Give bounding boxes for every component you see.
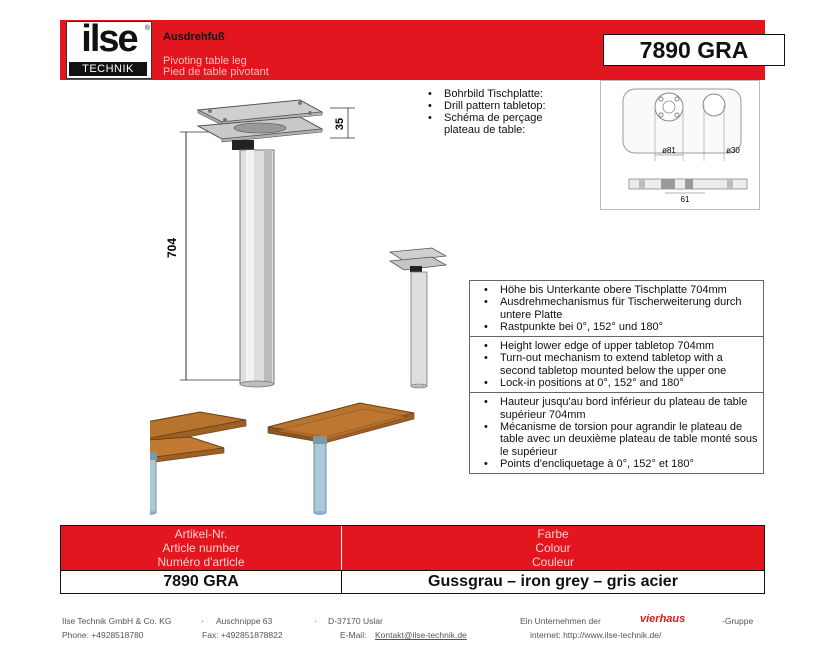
footer-group-prefix: Ein Unternehmen der [520,616,601,626]
info-section-en [470,337,763,393]
table-row [61,570,764,593]
dim-61-label: 61 [680,195,690,204]
drill-item-fr: • Schéma de perçage [428,112,546,124]
leg-right [314,442,326,513]
footer-street: Auschnippe 63 [216,616,273,626]
drill-item-en: • Drill pattern tabletop: [428,100,546,112]
header-colour-de: Farbe [537,527,569,541]
cell-colour: Gussgrau – iron grey – gris acier [428,573,678,590]
info-en-3: • Lock-in positions at 0°, 152° and 180° [500,377,759,389]
height-dimension-label: 704 [165,237,179,259]
footer-email-link[interactable]: Kontakt@ilse-technik.de [375,630,467,640]
info-de-2: • Ausdrehmechanismus für Tischerweiterung durch untere Platte [500,296,759,321]
info-en-1: • Height lower edge of upper tabletop 704mm [500,340,759,352]
footer-company: Ilse Technik GmbH & Co. KG [62,616,172,626]
header-article-fr: Numéro d'article [157,555,245,569]
info-section-de [470,281,763,337]
article-number-box: 7890 GRA [603,34,785,66]
drill-item-fr-cont: plateau de table: [444,124,526,136]
footer-email-label: E-Mail: [340,630,367,640]
header-article-de: Artikel-Nr. [174,527,228,541]
table-header-row [61,526,764,570]
header-colour [342,526,764,570]
dim-81-label: ø81 [662,146,676,155]
title-de: Ausdrehfuß [163,31,225,43]
plate-dimension-label: 35 [334,117,346,131]
footer-group-suffix: -Gruppe [722,616,754,626]
info-de-3: • Rastpunkte bei 0°, 152° und 180° [500,321,759,333]
black-collar [232,140,254,150]
vierhaus-logo: vierhaus [640,613,686,625]
logo-word: ilse [81,18,137,60]
header-colour-en: Colour [535,541,571,555]
info-en-2: • Turn-out mechanism to extend tabletop with a second tabletop mounted below the upper one [500,352,759,377]
footer-internet[interactable]: internet: http://www.ilse-technik.de/ [530,630,662,640]
header-article-en: Article number [162,541,240,555]
info-box [469,280,764,474]
header-colour-fr: Couleur [531,555,575,569]
small-leg-tube [411,272,427,386]
ilse-technik-logo [66,18,152,79]
logo-registered: ® [144,25,150,32]
footer-fax: Fax: +492851878822 [202,630,283,640]
info-fr-3: • Points d'encliquetage à 0°, 152° et 180° [500,458,759,470]
cell-article-number: 7890 GRA [61,571,342,593]
drill-pattern-diagram [601,81,759,209]
leg-left [150,458,156,513]
drill-pattern-list [428,88,546,136]
header-article-number [61,526,342,570]
info-fr-1: • Hauteur jusqu'au bord inférieur du plateau de table supérieur 704mm [500,396,759,421]
article-table [60,525,765,594]
info-section-fr [470,393,763,473]
footer-sep-2: · [314,616,317,626]
info-de-1: • Höhe bis Unterkante obere Tischplatte 704mm [500,284,759,296]
title-en: Pivoting table leg [163,55,247,67]
footer-phone: Phone: +4928518780 [62,630,144,640]
drill-item-de: • Bohrbild Tischplatte: [428,88,546,100]
dim-30-label: ø30 [726,146,740,155]
footer-city: D-37170 Uslar [328,616,383,626]
logo-technik: TECHNIK [69,62,147,76]
title-fr: Pied de table pivotant [163,66,269,78]
drill-pattern-box [600,80,760,210]
footer-sep-1: · [201,616,204,626]
info-fr-2: • Mécanisme de torsion pour agrandir le plateau de table avec un deuxième plateau de table monté sous le supérieur [500,421,759,458]
